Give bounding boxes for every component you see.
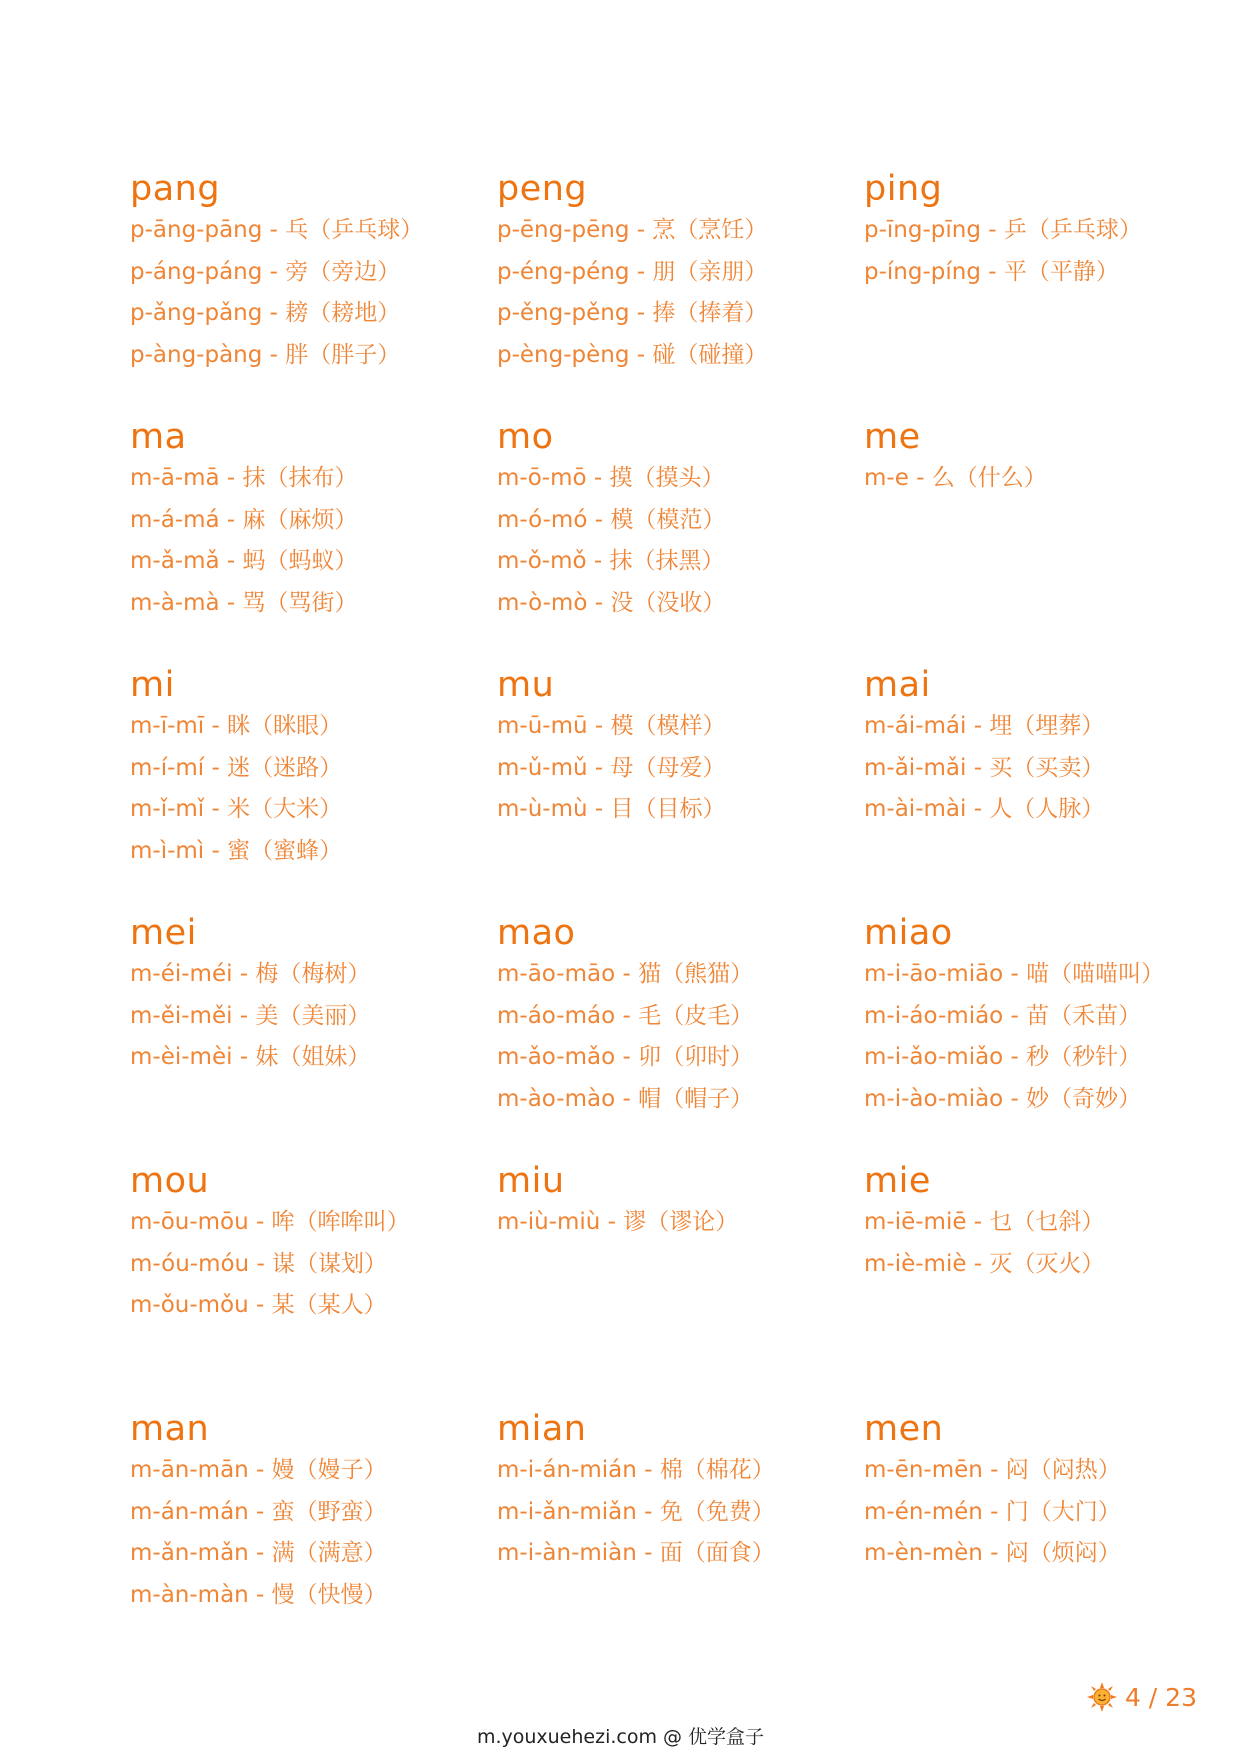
section-heading: mai <box>864 665 931 705</box>
section-miu <box>497 1160 864 1408</box>
entry: m-ǎ-mǎ - 蚂（蚂蚁） <box>130 548 358 574</box>
entry: p-íng-píng - 平（平静） <box>864 258 1119 285</box>
section-pang <box>130 168 497 416</box>
section-mei <box>130 912 497 1160</box>
entry: m-ì-mì - 蜜（蜜蜂） <box>130 837 343 864</box>
section-mian <box>497 1408 864 1656</box>
entry-list <box>864 1450 1140 1575</box>
entry-list <box>497 1202 864 1244</box>
entry-list <box>130 458 497 624</box>
entry: m-ǒu-mǒu - 某（某人） <box>130 1292 387 1318</box>
section-mai <box>864 664 1140 912</box>
entry: m-óu-móu - 谋（谋划） <box>130 1250 388 1277</box>
section-heading: mian <box>497 1409 587 1449</box>
entry: m-ài-mài - 人（人脉） <box>864 796 1105 822</box>
entry: m-ò-mò - 没（没收） <box>497 589 726 616</box>
entry-list <box>497 458 864 624</box>
section-heading: men <box>864 1409 944 1449</box>
section-heading: mu <box>497 665 555 705</box>
entry-list <box>864 954 1165 1120</box>
entry-list <box>497 210 864 376</box>
section-ma <box>130 416 497 664</box>
section-heading: mou <box>130 1161 210 1201</box>
section-heading: pang <box>130 169 221 209</box>
entry-list <box>130 210 497 376</box>
entry: m-ù-mù - 目（目标） <box>497 796 726 822</box>
entry: m-áo-máo - 毛（皮毛） <box>497 1002 754 1029</box>
site-credit: m.youxuehezi.com @ 优学盒子 <box>476 1726 765 1748</box>
entry: m-èn-mèn - 闷（烦闷） <box>864 1540 1121 1566</box>
section-me <box>864 416 1140 664</box>
entry-list <box>497 706 864 831</box>
entry: m-à-mà - 骂（骂街） <box>130 589 358 616</box>
entry: m-ū-mū - 模（模样） <box>497 713 726 739</box>
section-heading: man <box>130 1409 210 1449</box>
entry: p-éng-péng - 朋（亲朋） <box>497 258 768 285</box>
entry: m-én-mén - 门（大门） <box>864 1498 1121 1525</box>
entry: p-īng-pīng - 乒（乒乓球） <box>864 217 1142 243</box>
syllable-grid <box>130 168 1165 1656</box>
entry: p-ēng-pēng - 烹（烹饪） <box>497 217 768 243</box>
section-heading: mao <box>497 913 576 953</box>
entry: m-án-mán - 蛮（野蛮） <box>130 1498 387 1525</box>
entry: m-ó-mó - 模（模范） <box>497 506 726 533</box>
section-mou <box>130 1160 497 1408</box>
entry-list <box>130 706 497 872</box>
entry: m-e - 么（什么） <box>864 465 1047 491</box>
section-heading: mo <box>497 417 554 457</box>
section-man <box>130 1408 497 1656</box>
entry-list <box>130 954 497 1079</box>
entry: p-áng-páng - 旁（旁边） <box>130 258 401 285</box>
entry: m-ō-mō - 摸（摸头） <box>497 465 725 491</box>
entry: m-ǐ-mǐ - 米（大米） <box>130 796 343 822</box>
entry: m-i-áo-miáo - 苗（禾苗） <box>864 1002 1142 1029</box>
entry: m-ǎn-mǎn - 满（满意） <box>130 1540 387 1566</box>
section-mi <box>130 664 497 912</box>
entry: m-iē-miē - 乜（乜斜） <box>864 1209 1105 1235</box>
entry: m-iù-miù - 谬（谬论） <box>497 1209 739 1235</box>
section-mie <box>864 1160 1140 1408</box>
entry-list <box>864 458 1140 500</box>
entry: p-èng-pèng - 碰（碰撞） <box>497 341 768 368</box>
entry: m-iè-miè - 灭（灭火） <box>864 1250 1105 1277</box>
page-number: 4 / 23 <box>1124 1682 1197 1712</box>
section-heading: ping <box>864 169 943 209</box>
entry-list <box>130 1450 497 1616</box>
section-mu <box>497 664 864 912</box>
entry: m-i-ǎo-miǎo - 秒（秒针） <box>864 1044 1142 1070</box>
entry: m-ōu-mōu - 哞（哞哞叫） <box>130 1209 410 1235</box>
entry: m-ī-mī - 眯（眯眼） <box>130 713 343 739</box>
section-heading: me <box>864 417 921 457</box>
entry: p-ǎng-pǎng - 耪（耪地） <box>130 300 401 326</box>
section-mao <box>497 912 864 1160</box>
entry-list <box>864 1202 1140 1285</box>
entry: m-àn-màn - 慢（快慢） <box>130 1581 387 1608</box>
entry: m-i-án-mián - 棉（棉花） <box>497 1457 775 1483</box>
section-men <box>864 1408 1140 1656</box>
entry-list <box>130 1202 497 1327</box>
section-heading: miu <box>497 1161 565 1201</box>
entry: m-ái-mái - 埋（埋葬） <box>864 713 1105 739</box>
entry: m-ǔ-mǔ - 母（母爱） <box>497 754 726 781</box>
entry: m-èi-mèi - 妹（姐妹） <box>130 1044 371 1070</box>
section-peng <box>497 168 864 416</box>
entry: m-ǒ-mǒ - 抹（抹黑） <box>497 548 725 574</box>
entry: m-á-má - 麻（麻烦） <box>130 506 358 533</box>
page-indicator <box>1087 1682 1197 1712</box>
entry-list <box>864 706 1140 831</box>
section-heading: ma <box>130 417 187 457</box>
entry-list <box>497 954 864 1120</box>
entry: m-ēn-mēn - 闷（闷热） <box>864 1457 1121 1483</box>
entry: p-àng-pàng - 胖（胖子） <box>130 341 401 368</box>
entry: m-i-āo-miāo - 喵（喵喵叫） <box>864 961 1165 987</box>
section-heading: mei <box>130 913 197 953</box>
section-miao <box>864 912 1165 1160</box>
entry: m-ān-mān - 嫚（嫚子） <box>130 1457 387 1483</box>
entry: p-āng-pāng - 乓（乒乓球） <box>130 217 424 243</box>
entry: m-ěi-měi - 美（美丽） <box>130 1002 371 1029</box>
sun-icon <box>1087 1682 1117 1712</box>
entry: m-i-ǎn-miǎn - 免（免费） <box>497 1498 775 1525</box>
entry: m-ǎo-mǎo - 卯（卯时） <box>497 1044 754 1070</box>
entry: m-í-mí - 迷（迷路） <box>130 754 343 781</box>
section-heading: miao <box>864 913 953 953</box>
entry: p-ěng-pěng - 捧（捧着） <box>497 300 768 326</box>
entry-list <box>864 210 1140 293</box>
section-heading: mi <box>130 665 175 705</box>
entry-list <box>497 1450 864 1575</box>
entry: m-āo-māo - 猫（熊猫） <box>497 961 754 987</box>
section-ping <box>864 168 1140 416</box>
section-mo <box>497 416 864 664</box>
entry: m-ào-mào - 帽（帽子） <box>497 1085 754 1112</box>
entry: m-éi-méi - 梅（梅树） <box>130 961 371 987</box>
section-heading: mie <box>864 1161 931 1201</box>
entry: m-i-ào-miào - 妙（奇妙） <box>864 1085 1142 1112</box>
section-heading: peng <box>497 169 588 209</box>
entry: m-i-àn-miàn - 面（面食） <box>497 1540 775 1566</box>
entry: m-ǎi-mǎi - 买（买卖） <box>864 754 1105 781</box>
entry: m-ā-mā - 抹（抹布） <box>130 465 358 491</box>
